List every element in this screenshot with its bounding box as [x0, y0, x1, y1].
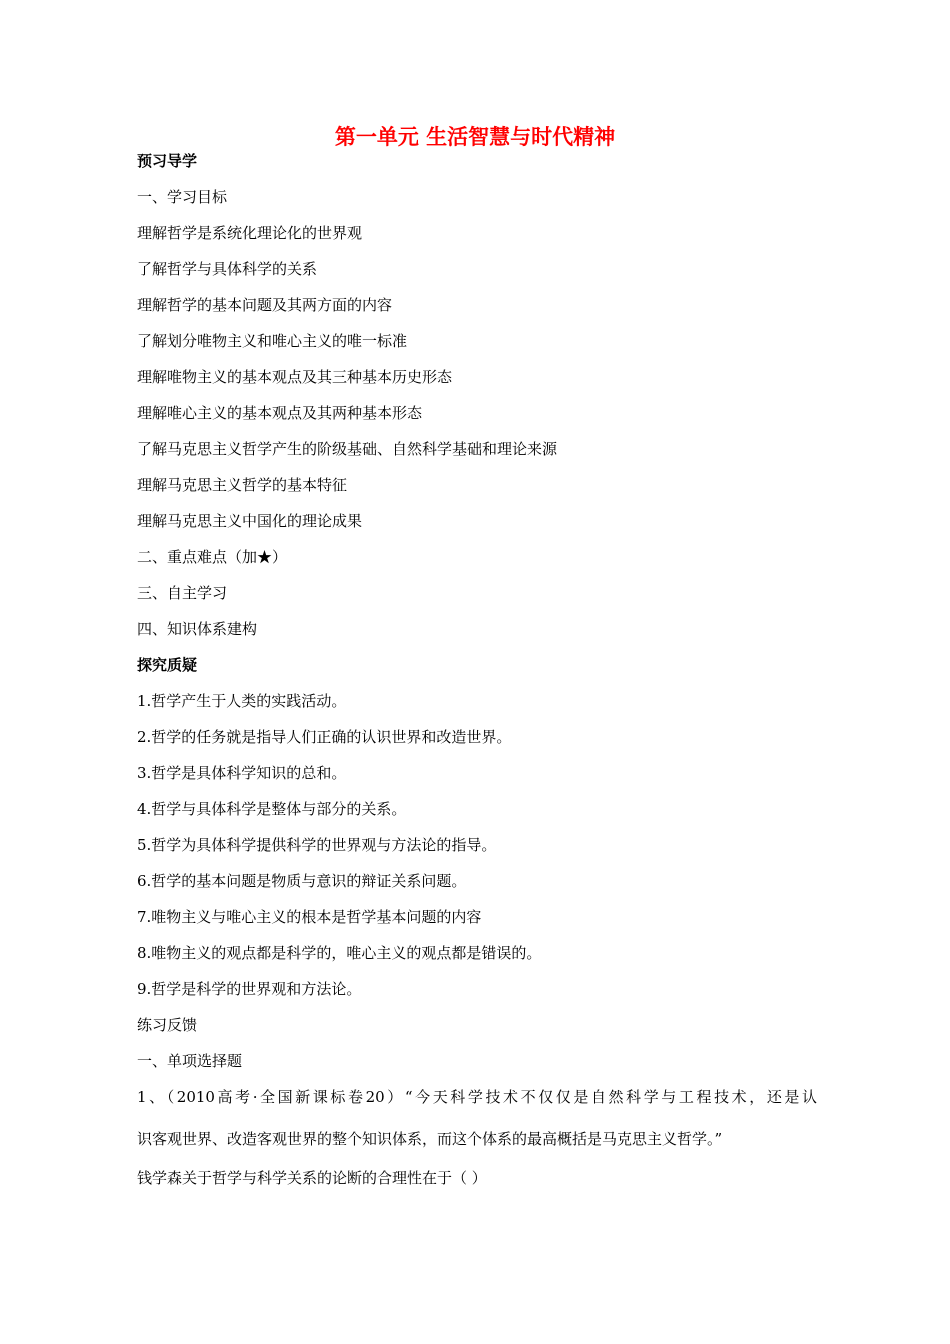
- self-study-heading: 三、自主学习: [137, 584, 228, 602]
- goal-item: 理解马克思主义中国化的理论成果: [137, 512, 363, 530]
- inquiry-item: 9.哲学是科学的世界观和方法论。: [137, 980, 362, 998]
- inquiry-item: 5.哲学为具体科学提供科学的世界观与方法论的指导。: [137, 836, 497, 854]
- goal-item: 理解唯心主义的基本观点及其两种基本形态: [137, 404, 423, 422]
- inquiry-item: 4.哲学与具体科学是整体与部分的关系。: [137, 800, 407, 818]
- goal-item: 理解唯物主义的基本观点及其三种基本历史形态: [137, 368, 453, 386]
- practice-heading: 练习反馈: [137, 1016, 198, 1034]
- goal-item: 了解哲学与具体科学的关系: [137, 260, 318, 278]
- key-points-heading: 二、重点难点（加★）: [137, 548, 288, 566]
- goal-item: 了解马克思主义哲学产生的阶级基础、自然科学基础和理论来源: [137, 440, 558, 458]
- inquiry-item: 6.哲学的基本问题是物质与意识的辩证关系问题。: [137, 872, 467, 890]
- goal-item: 理解马克思主义哲学的基本特征: [137, 476, 348, 494]
- goal-item: 理解哲学是系统化理论化的世界观: [137, 224, 363, 242]
- question-1-line-3: 钱学森关于哲学与科学关系的论断的合理性在于（ ）: [137, 1169, 487, 1187]
- inquiry-item: 7.唯物主义与唯心主义的根本是哲学基本问题的内容: [137, 908, 482, 926]
- inquiry-heading: 探究质疑: [137, 656, 198, 674]
- question-1-line-2: 识客观世界、改造客观世界的整个知识体系，而这个体系的最高概括是马克思主义哲学。”: [137, 1130, 723, 1148]
- knowledge-heading: 四、知识体系建构: [137, 620, 258, 638]
- inquiry-item: 8.唯物主义的观点都是科学的，唯心主义的观点都是错误的。: [137, 944, 542, 962]
- inquiry-item: 3.哲学是具体科学知识的总和。: [137, 764, 347, 782]
- single-choice-heading: 一、单项选择题: [137, 1052, 243, 1070]
- question-1-line-1: 1、（2010高考·全国新课标卷20）“今天科学技术不仅仅是自然科学与工程技术，还是认: [137, 1088, 817, 1106]
- goal-item: 了解划分唯物主义和唯心主义的唯一标准: [137, 332, 408, 350]
- goal-item: 理解哲学的基本问题及其两方面的内容: [137, 296, 393, 314]
- preview-heading: 预习导学: [137, 152, 198, 170]
- unit-title: 第一单元 生活智慧与时代精神: [334, 125, 616, 149]
- goals-heading: 一、学习目标: [137, 188, 228, 206]
- inquiry-item: 1.哲学产生于人类的实践活动。: [137, 692, 347, 710]
- inquiry-item: 2.哲学的任务就是指导人们正确的认识世界和改造世界。: [137, 728, 512, 746]
